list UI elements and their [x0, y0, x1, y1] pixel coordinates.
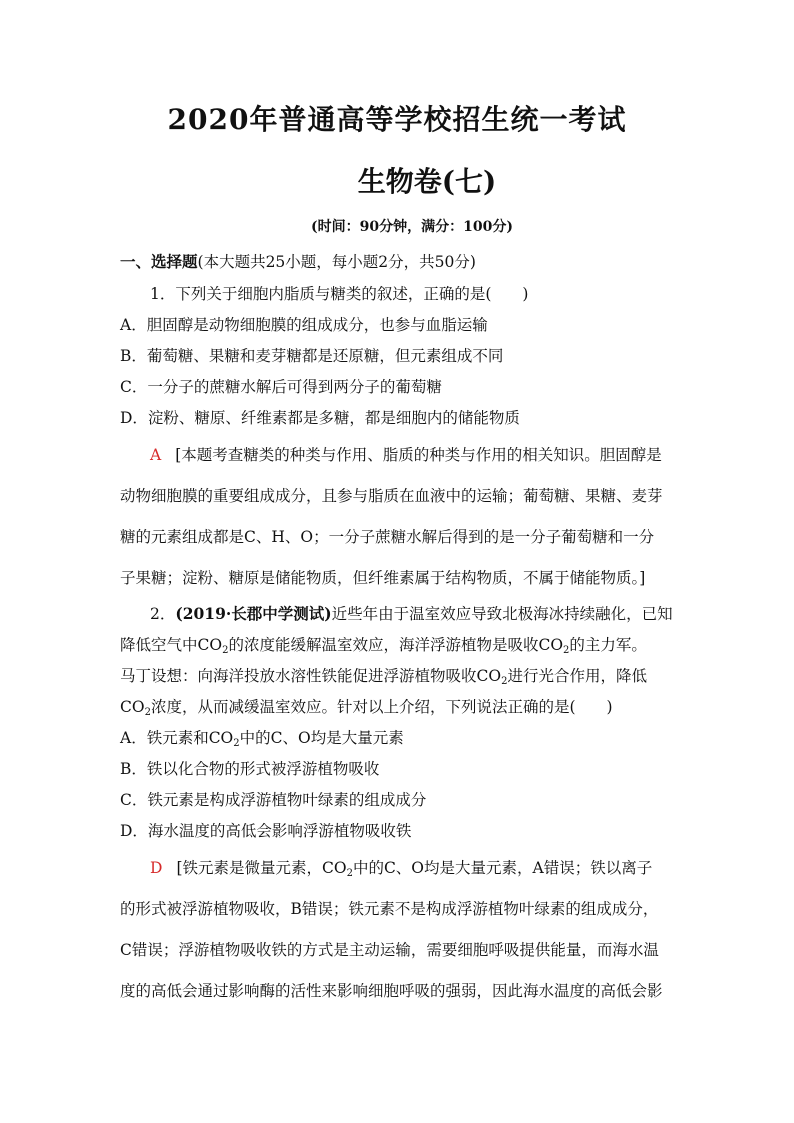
- q1-explanation-line-3: 糖的元素组成都是C、H、O；一分子蔗糖水解后得到的是一分子葡萄糖和一分: [120, 528, 655, 546]
- q1-option-d: D．淀粉、糖原、纤维素都是多糖，都是细胞内的储能物质: [120, 409, 520, 427]
- q1-option-b: B．葡萄糖、果糖和麦芽糖都是还原糖，但元素组成不同: [120, 347, 504, 365]
- document-subtitle: 生物卷(七): [357, 165, 497, 198]
- section-heading: [120, 251, 680, 273]
- q2-stem-line-3: [120, 665, 680, 687]
- q2-source: (2019·长郡中学测试): [175, 604, 332, 623]
- document-title: 2020年普通高等学校招生统一考试: [167, 103, 627, 136]
- q2-option-d: D．海水温度的高低会影响浮游植物吸收铁: [120, 822, 412, 840]
- q2-stem-text-1: 近些年由于温室效应导致北极海冰持续融化，已知: [331, 605, 673, 623]
- q2-explanation-text-1b: 中的C、O均是大量元素，A错误；铁以离子: [352, 859, 653, 877]
- q2-stem-text-2b: 的浓度能缓解温室效应，海洋浮游植物是吸收CO: [228, 636, 564, 654]
- q1-answer: A: [150, 446, 162, 464]
- q2-explanation-line-4: 度的高低会通过影响酶的活性来影响细胞呼吸的强弱，因此海水温度的高低会影: [120, 982, 663, 1000]
- section-title: 一、选择题: [120, 252, 198, 271]
- q2-option-a-text-2: 中的C、O均是大量元素: [239, 729, 404, 747]
- subscript-2: 2: [501, 676, 508, 687]
- section-description: (本大题共25小题，每小题2分，共50分): [197, 253, 476, 271]
- q1-explanation-line-2: 动物细胞膜的重要组成成分，且参与脂质在血液中的运输；葡萄糖、果糖、麦芽: [120, 487, 663, 505]
- subscript-2: 2: [346, 868, 353, 879]
- q2-stem-line-2: [120, 634, 680, 656]
- q2-option-c: C．铁元素是构成浮游植物叶绿素的组成成分: [120, 791, 427, 809]
- q2-option-a-text-1: A．铁元素和CO: [120, 729, 234, 747]
- subscript-2: 2: [222, 645, 229, 656]
- q2-explanation-line-1: [150, 857, 680, 879]
- q2-stem-text-4a: CO: [120, 698, 145, 716]
- q2-stem-text-3a: 马丁设想：向海洋投放水溶性铁能促进浮游植物吸收CO: [120, 667, 502, 685]
- q1-explanation-line-1: [150, 444, 680, 466]
- q1-stem: 1．下列关于细胞内脂质与糖类的叙述，正确的是( ): [150, 285, 529, 303]
- q2-stem-line-1: [150, 603, 680, 625]
- q2-explanation-text-1a: [铁元素是微量元素，CO: [176, 859, 347, 877]
- time-info: (时间：90分钟，满分：100分): [311, 219, 513, 235]
- q2-answer: D: [150, 859, 163, 877]
- subscript-2: 2: [144, 707, 151, 718]
- q2-explanation-line-2: 的形式被浮游植物吸收，B错误；铁元素不是构成浮游植物叶绿素的组成成分，: [120, 900, 659, 918]
- subscript-2: 2: [233, 738, 240, 749]
- q2-stem-text-2c: 的主力军。: [569, 636, 647, 654]
- q1-option-a: A．胆固醇是动物细胞膜的组成成分，也参与血脂运输: [120, 316, 488, 334]
- q2-stem-text-4b: 浓度，从而减缓温室效应。针对以上介绍，下列说法正确的是( ): [150, 698, 613, 716]
- q2-number: 2．: [150, 605, 176, 623]
- q2-option-b: B．铁以化合物的形式被浮游植物吸收: [120, 760, 380, 778]
- q1-explanation-line-4: 子果糖；淀粉、糖原是储能物质，但纤维素属于结构物质，不属于储能物质。]: [120, 569, 646, 587]
- q1-explanation-text-1: [本题考查糖类的种类与作用、脂质的种类与作用的相关知识。胆固醇是: [175, 446, 662, 464]
- q1-option-c: C．一分子的蔗糖水解后可得到两分子的葡萄糖: [120, 378, 442, 396]
- subscript-2: 2: [563, 645, 570, 656]
- q2-stem-text-3b: 进行光合作用，降低: [507, 667, 647, 685]
- q2-stem-line-4: [120, 696, 680, 718]
- q2-option-a: [120, 727, 680, 749]
- q2-stem-text-2a: 降低空气中CO: [120, 636, 223, 654]
- q2-explanation-line-3: C错误；浮游植物吸收铁的方式是主动运输，需要细胞呼吸提供能量，而海水温: [120, 941, 659, 959]
